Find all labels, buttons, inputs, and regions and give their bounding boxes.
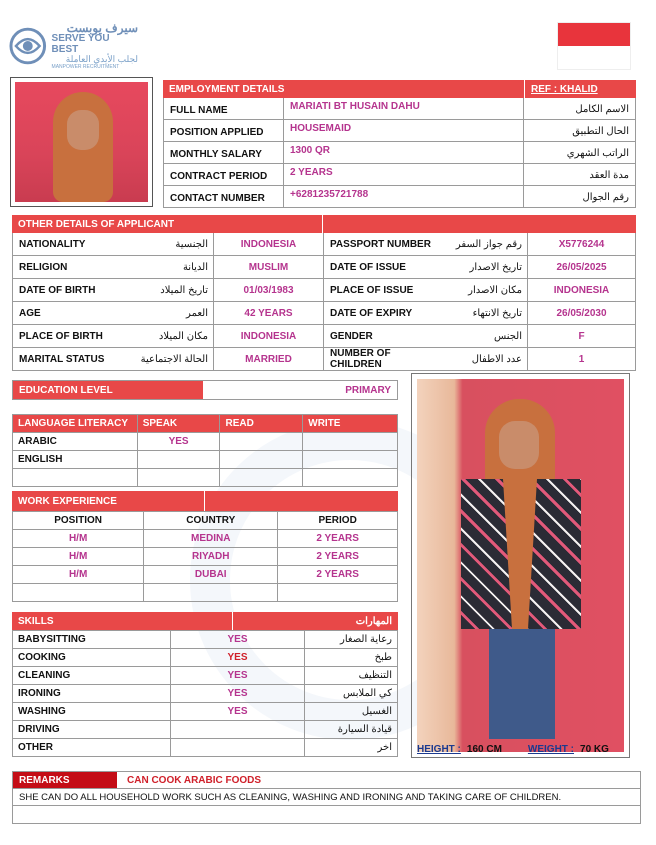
remarks-text: SHE CAN DO ALL HOUSEHOLD WORK SUCH AS CLEANING, WASHING AND IRONING AND TAKING CARE OF CHILDREN.	[13, 789, 640, 806]
skill-label: BABYSITTING	[13, 631, 171, 649]
detail-label-right: GENDER	[323, 325, 443, 347]
detail-label-ar: الحالة الاجتماعية	[140, 353, 208, 365]
employment-details-section	[163, 80, 636, 208]
language-header-cell: WRITE	[303, 415, 398, 433]
work-row	[13, 566, 398, 584]
work-header-row	[13, 512, 398, 530]
employment-value: 2 YEARS	[290, 167, 333, 178]
work-cell: 2 YEARS	[278, 548, 398, 566]
language-skill-value	[303, 451, 398, 469]
language-skill-value	[220, 469, 303, 487]
skill-label-ar: التنظيف	[305, 667, 398, 685]
skill-value: YES	[171, 685, 305, 703]
work-header-cell: COUNTRY	[144, 512, 278, 530]
detail-label-ar: مكان الميلاد	[158, 330, 208, 342]
company-logo	[8, 22, 138, 70]
remarks-label: REMARKS	[13, 772, 117, 788]
detail-value: 01/03/1983	[213, 279, 323, 301]
employment-label-ar: الاسم الكامل	[523, 98, 635, 119]
language-skill-value	[303, 469, 398, 487]
other-details-section	[12, 215, 636, 371]
employment-label: CONTACT NUMBER	[164, 186, 284, 207]
detail-value: INDONESIA	[213, 325, 323, 347]
detail-label-ar: الديانة	[182, 261, 208, 273]
employment-details-title: EMPLOYMENT DETAILS	[163, 80, 524, 98]
work-cell	[13, 584, 144, 602]
detail-label: PLACE OF BIRTH	[19, 330, 103, 342]
detail-label-right: DATE OF EXPIRY	[323, 302, 443, 324]
detail-label-right: PLACE OF ISSUE	[323, 279, 443, 301]
skill-value	[171, 739, 305, 757]
detail-label-right: DATE OF ISSUE	[323, 256, 443, 278]
language-skill-value	[220, 451, 303, 469]
employment-label: POSITION APPLIED	[164, 120, 284, 141]
skill-row	[13, 631, 398, 649]
detail-label-right-ar: تاريخ الاصدار	[469, 261, 522, 273]
detail-label: DATE OF BIRTH	[19, 284, 96, 296]
weight-label: WEIGHT :	[527, 743, 575, 755]
work-cell	[144, 584, 278, 602]
employment-value: +6281235721788	[290, 189, 369, 200]
skill-row	[13, 667, 398, 685]
language-header-cell: SPEAK	[137, 415, 220, 433]
detail-value: MARRIED	[213, 348, 323, 370]
skill-value: YES	[171, 631, 305, 649]
work-cell: 2 YEARS	[278, 566, 398, 584]
work-experience-title: WORK EXPERIENCE	[12, 491, 204, 511]
language-row	[13, 469, 398, 487]
language-header-row	[13, 415, 398, 433]
other-details-row	[12, 256, 636, 279]
employment-label-ar: الراتب الشهري	[523, 142, 635, 163]
detail-label-ar: العمر	[186, 307, 208, 319]
skills-title-ar: المهارات	[232, 612, 398, 630]
employment-row	[163, 186, 636, 208]
employment-label-ar: مدة العقد	[523, 164, 635, 185]
education-value: PRIMARY	[345, 384, 391, 396]
education-label: EDUCATION LEVEL	[13, 381, 203, 399]
skill-value: YES	[171, 649, 305, 667]
detail-value-right: F	[527, 325, 635, 347]
skill-value: YES	[171, 703, 305, 721]
other-details-row	[12, 233, 636, 256]
work-row	[13, 548, 398, 566]
language-skill-value	[303, 433, 398, 451]
employment-label: CONTRACT PERIOD	[164, 164, 284, 185]
detail-label-right-ar: عدد الاطفال	[471, 353, 522, 365]
language-section	[12, 414, 398, 487]
language-name: ENGLISH	[13, 451, 138, 469]
employment-label-ar: رقم الجوال	[523, 186, 635, 207]
detail-label: RELIGION	[19, 261, 68, 273]
detail-value: INDONESIA	[213, 233, 323, 255]
work-row	[13, 584, 398, 602]
detail-value: MUSLIM	[213, 256, 323, 278]
skill-label: DRIVING	[13, 721, 171, 739]
skill-row	[13, 649, 398, 667]
skill-label-ar: كي الملابس	[305, 685, 398, 703]
other-details-row	[12, 325, 636, 348]
skill-label-ar: الغسيل	[305, 703, 398, 721]
skill-label-ar: طبخ	[305, 649, 398, 667]
height-value: 160 CM	[466, 743, 502, 755]
detail-value: 42 YEARS	[213, 302, 323, 324]
skill-label: IRONING	[13, 685, 171, 703]
detail-label-right-ar: الجنس	[493, 330, 522, 342]
work-cell	[278, 584, 398, 602]
skill-label-ar: رعاية الصغار	[305, 631, 398, 649]
skill-row	[13, 739, 398, 757]
skill-label-ar: اخر	[305, 739, 398, 757]
other-details-row	[12, 348, 636, 371]
work-cell: RIYADH	[144, 548, 278, 566]
detail-label-right-ar: رقم جواز السفر	[455, 238, 522, 250]
detail-label: AGE	[19, 307, 41, 319]
language-row	[13, 433, 398, 451]
language-skill-value	[137, 451, 220, 469]
detail-value-right: 26/05/2030	[527, 302, 635, 324]
detail-value-right: INDONESIA	[527, 279, 635, 301]
employment-row	[163, 120, 636, 142]
skill-row	[13, 721, 398, 739]
logo-icon	[8, 26, 48, 66]
remarks-section	[12, 771, 641, 824]
detail-label-right: NUMBER OF CHILDREN	[323, 348, 443, 370]
work-row	[13, 530, 398, 548]
other-details-title: OTHER DETAILS OF APPLICANT	[12, 215, 322, 233]
detail-label-right-ar: مكان الاصدار	[468, 284, 522, 296]
skills-section	[12, 612, 398, 757]
employment-value: MARIATI BT HUSAIN DAHU	[290, 101, 420, 112]
work-header-cell: POSITION	[13, 512, 144, 530]
language-name	[13, 469, 138, 487]
skill-row	[13, 685, 398, 703]
logo-arabic-name: سيرف يوبست	[66, 20, 138, 35]
skill-label: COOKING	[13, 649, 171, 667]
detail-label-right-ar: تاريخ الانتهاء	[472, 307, 522, 319]
applicant-photo-full	[411, 373, 630, 758]
skill-row	[13, 703, 398, 721]
work-cell: DUBAI	[144, 566, 278, 584]
skill-label: OTHER	[13, 739, 171, 757]
employment-label: FULL NAME	[164, 98, 284, 119]
skill-value	[171, 721, 305, 739]
detail-label-ar: الجنسية	[175, 238, 208, 250]
employment-row	[163, 142, 636, 164]
work-cell: H/M	[13, 530, 144, 548]
employment-value: HOUSEMAID	[290, 123, 352, 134]
work-cell: H/M	[13, 566, 144, 584]
language-skill-value	[137, 469, 220, 487]
logo-arabic-sub: لجلب الأيدي العاملة	[65, 54, 138, 65]
employment-value: 1300 QR	[290, 145, 331, 156]
detail-value-right: 26/05/2025	[527, 256, 635, 278]
work-experience-section	[12, 491, 398, 602]
language-skill-value: YES	[137, 433, 220, 451]
education-section	[12, 380, 398, 400]
work-cell: 2 YEARS	[278, 530, 398, 548]
language-skill-value	[220, 433, 303, 451]
work-header-cell: PERIOD	[278, 512, 398, 530]
language-header-cell: READ	[220, 415, 303, 433]
employment-row	[163, 98, 636, 120]
detail-label: NATIONALITY	[19, 238, 86, 250]
logo-sub: MANPOWER RECRUITMENT	[51, 63, 120, 70]
skill-label: CLEANING	[13, 667, 171, 685]
language-name: ARABIC	[13, 433, 138, 451]
ref-label: REF : KHALID	[524, 80, 636, 98]
remarks-headline: CAN COOK ARABIC FOODS	[127, 774, 262, 786]
detail-label-ar: تاريخ الميلاد	[160, 284, 208, 296]
detail-label-right: PASSPORT NUMBER	[323, 233, 443, 255]
other-details-row	[12, 279, 636, 302]
work-cell: MEDINA	[144, 530, 278, 548]
employment-label-ar: الحال التطبيق	[523, 120, 635, 141]
employment-row	[163, 164, 636, 186]
skill-value: YES	[171, 667, 305, 685]
physical-info	[411, 739, 630, 759]
logo-name: SERVE YOU BEST	[51, 33, 110, 55]
employment-label: MONTHLY SALARY	[164, 142, 284, 163]
skills-title: SKILLS	[12, 612, 232, 630]
detail-value-right: X5776244	[527, 233, 635, 255]
height-label: HEIGHT :	[417, 743, 461, 755]
skill-label: WASHING	[13, 703, 171, 721]
other-details-row	[12, 302, 636, 325]
work-cell: H/M	[13, 548, 144, 566]
weight-value: 70 KG	[580, 743, 609, 755]
detail-label: MARITAL STATUS	[19, 353, 105, 365]
detail-value-right: 1	[527, 348, 635, 370]
skill-label-ar: قيادة السيارة	[305, 721, 398, 739]
applicant-photo-small	[10, 77, 153, 207]
indonesia-flag	[557, 22, 631, 70]
language-row	[13, 451, 398, 469]
language-header-cell: LANGUAGE LITERACY	[13, 415, 138, 433]
